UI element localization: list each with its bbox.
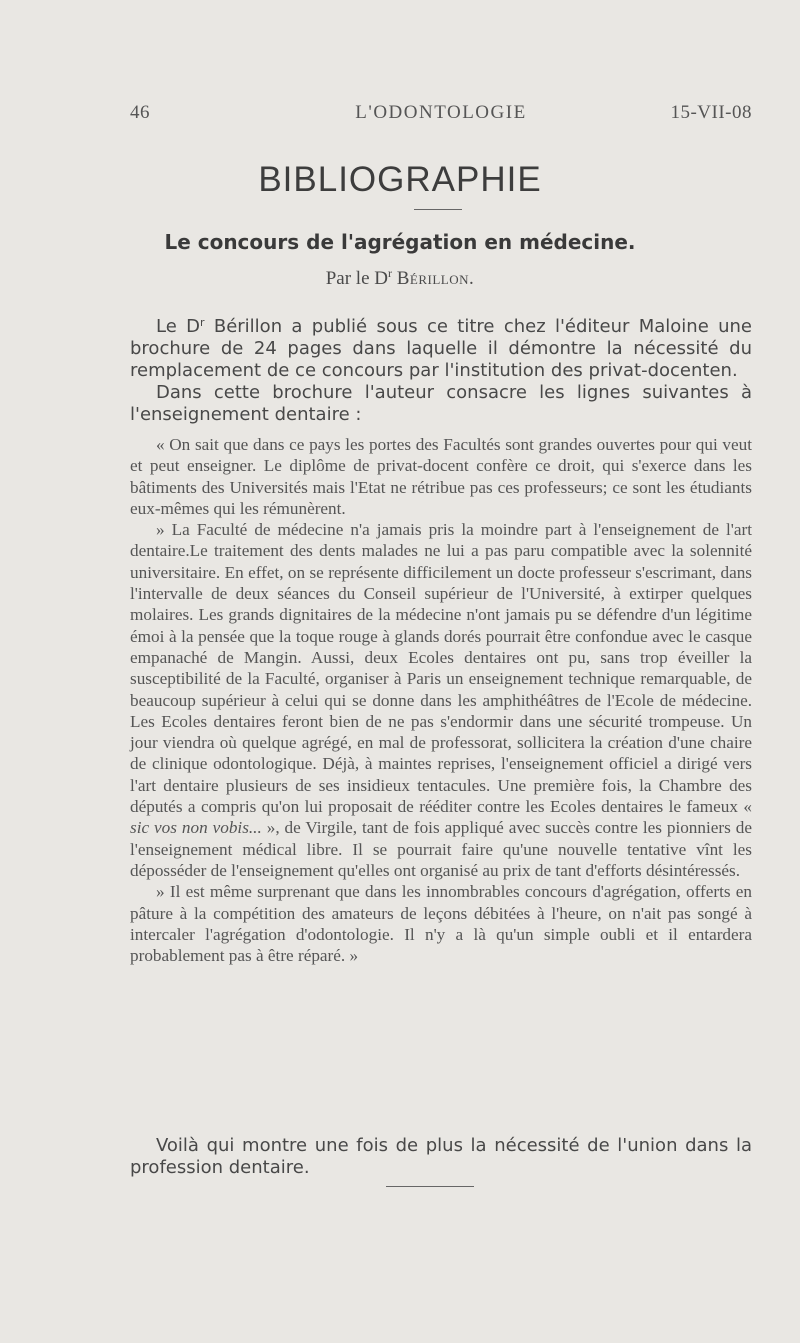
issue-date: 15-VII-08 xyxy=(670,102,752,123)
closing-paragraph: Voilà qui montre une fois de plus la nécessité de l'union dans la profession dentaire. xyxy=(130,1135,752,1178)
quote-paragraph-2 xyxy=(130,519,752,881)
journal-title: L'ODONTOLOGIE xyxy=(355,102,527,123)
quote-p2-tail: », de Virgile, tant de fois appliqué avec succès contre les pionniers de l'enseignement médical libre. Il se pourrait faire qu'une nouvelle tentative vînt les déposséder de l'enseignement qu'elles ont organisé au prix de tant d'efforts désintéressés. xyxy=(130,818,752,880)
author-sup: r xyxy=(387,266,392,280)
quote-paragraph-1: « On sait que dans ce pays les portes des Facultés sont grandes ouvertes pour qui veut et peut enseigner. Le diplôme de privat-docent confère ce droit, qui s'exerce dans les bâtiments des Universités mais l'Etat ne rétribue pas ces professeurs; ce sont les étudiants eux-mêmes qui les rémunèrent. xyxy=(130,435,752,518)
intro-paragraph-1 xyxy=(130,312,752,382)
closing-text xyxy=(130,1135,752,1179)
intro-paragraph-2: Dans cette brochure l'auteur consacre les lignes suivantes à l'enseignement dentaire : xyxy=(130,382,752,425)
intro-sup: r xyxy=(199,316,205,329)
section-title: BIBLIOGRAPHIE xyxy=(258,160,542,199)
article-heading: Le concours de l'agrégation en médecine. xyxy=(164,230,636,254)
quoted-passage xyxy=(130,434,752,966)
page-number: 46 xyxy=(130,102,150,123)
author-name: Bérillon. xyxy=(396,268,475,289)
quote-paragraph-3: » Il est même surprenant que dans les innombrables concours d'agrégation, offerts en pâture à la compétition des amateurs de leçons débitées à l'heure, on n'ait pas songé à intercaler l'agrégation d'odontologie. Il n'y a là qu'un simple oubli et il entardera probablement pas à être réparé. » xyxy=(130,882,752,966)
quote-p2-text: » La Faculté de médecine n'a jamais pris la moindre part à l'enseignement de l'art dentaire.Le traitement des dents malades ne lui a pas paru compatible avec la solennité universitaire. En effet, on se représente difficilement un docte professeur s'escrimant, dans l'intervalle de deux séances du Conseil supérieur de l'Université, à extirper quelques molaires. Les grands dignitaires de la médecine n'ont jamais pu se défendre d'un légitime émoi à la pensée que la toque rouge à glands dorés pourrait être confondue avec le casque empanaché de Mangin. Aussi, deux Ecoles dentaires ont pu, sans trop éveiller la susceptibilité de la Faculté, organiser à Paris un enseignement technique remarquable, de beaucoup supérieur à celui qui se donne dans les amphithéâtres de l'Ecole de médecine. Les Ecoles dentaires feront bien de ne pas s'endormir dans une sécurité trompeuse. Un jour viendra où quelque agrégé, en mal de professorat, sollicitera la création d'une chaire de clinique odontologique. Déjà, à maintes reprises, l'enseignement officiel a dirigé vers l'art dentaire plusieurs de ses insidieux tentacules. Une première fois, la Chambre des députés a compris qu'on lui proposait de rééditer contre les Ecoles dentaires le fameux « xyxy=(130,520,752,817)
end-divider xyxy=(386,1186,474,1187)
latin-quote: sic vos non vobis... xyxy=(130,818,262,838)
article-author xyxy=(0,266,800,290)
author-prefix: Par le D xyxy=(325,268,388,289)
intro-text xyxy=(130,312,752,426)
title-divider xyxy=(414,209,462,210)
intro-text-body: Bérillon a publié sous ce titre chez l'éditeur Maloine une brochure de 24 pages dans laquelle il démontre la nécessité du remplacement de ce concours par l'institution des privat-docenten. xyxy=(130,316,752,381)
intro-prefix: Le D xyxy=(156,316,200,337)
